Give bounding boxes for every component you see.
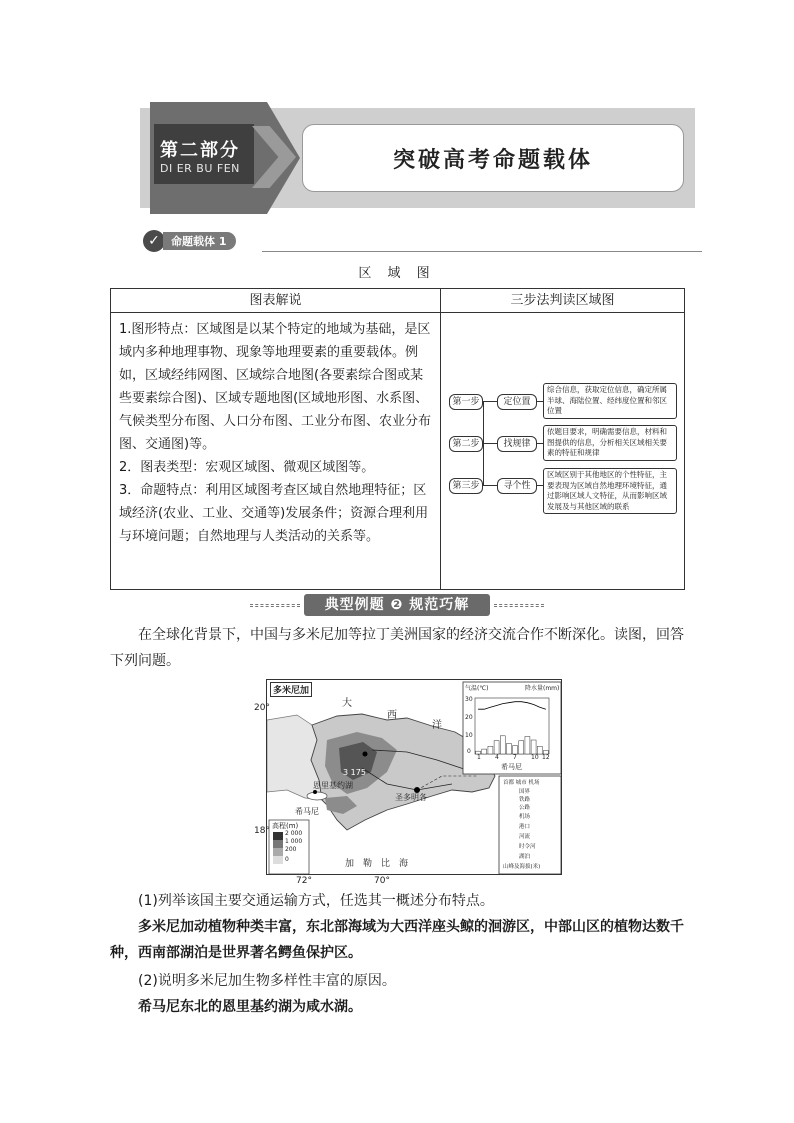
flow-description-box: 综合信息，获取定位信息，确定所属半球、海陆位置、经纬度位置和邻区位置 (543, 383, 677, 419)
month-tick: 1 (477, 754, 481, 761)
page-title: 突破高考命题载体 (392, 148, 593, 173)
precipitation-bar (482, 749, 487, 754)
flow-step-box: 第一步 (449, 394, 483, 410)
flow-step-box: 第三步 (449, 478, 483, 494)
precipitation-bar (525, 737, 530, 755)
longitude-label: 70° (374, 876, 390, 886)
table-left-cell (111, 313, 441, 589)
flow-step-box: 第二步 (449, 436, 483, 452)
precip-axis-label: 降水量(mm) (525, 685, 560, 692)
latitude-label: 20° (254, 703, 270, 713)
table-header-left: 图表解说 (111, 289, 441, 313)
flow-description-box: 区域区别于其他地区的个性特征，主要表现为区域自然地理环境特征，通过影响区域人文特征，从而影响区域发展及与其他区域的联系 (543, 468, 677, 514)
place-label: 圣多明各 (395, 793, 427, 802)
longitude-label: 72° (296, 876, 312, 886)
intro-paragraph: 在全球化背景下，中国与多米尼加等拉丁美洲国家的经济交流合作不断深化。读图，回答下列问题。 (110, 627, 684, 669)
flow-action-box: 寻个性 (497, 478, 537, 494)
legend-item: 时令河 (519, 844, 536, 850)
precipitation-bar (506, 744, 511, 755)
section-label (143, 230, 236, 252)
flow-diagram (441, 313, 684, 589)
legend-item: 港口 (519, 824, 531, 830)
precipitation-bar (488, 746, 493, 754)
elevation-level: 2 000 (285, 830, 303, 837)
temp-tick: 10 (465, 732, 473, 739)
elevation-level: 200 (285, 846, 297, 853)
ocean-label: 西 (387, 710, 397, 721)
month-tick: 4 (495, 754, 499, 761)
temp-tick: 0 (467, 748, 471, 755)
section-divider (262, 251, 702, 252)
temp-tick: 20 (465, 714, 473, 721)
point-paragraph: 2．图表类型：宏观区域图、微观区域图等。 (119, 460, 375, 475)
sea-label: 加 勒 比 海 (345, 859, 409, 869)
elevation-level: 1 000 (285, 838, 303, 845)
peak-label: 3 175 (343, 768, 366, 777)
point-paragraph: 3．命题特点：利用区域图考查区域自然地理特征；区域经济(农业、工业、交通等)发展条件；资源合理利用与环境问题；自然地理与人类活动的关系等。 (119, 483, 429, 544)
elevation-swatch (273, 848, 283, 856)
precipitation-bar (519, 741, 524, 754)
elevation-swatch (273, 832, 283, 840)
part-pinyin: DI ER BU FEN (160, 162, 240, 175)
legend-item: 铁路 (519, 797, 531, 803)
temp-axis-label: 气温(℃) (465, 685, 489, 692)
legend-item: 湖泊 (519, 854, 531, 860)
precipitation-bar (531, 740, 536, 754)
examples-banner-label: 典型例题 ❷ 规范巧解 (304, 594, 490, 616)
banner-dash-left (250, 604, 300, 607)
flow-description-box: 依题目要求，明确需要信息，材料和图提供的信息，分析相关区域相关要素的特征和规律 (543, 425, 677, 461)
point-paragraph: 1.图形特点：区域图是以某个特定的地域为基础，是区域内多种地理事物、现象等地理要素的重要载体。例如，区域经纬网图、区域综合地图(各要素综合图或某些要素综合图)、区域专题地图(区域地形图、水系图、气候类型分布图、人口分布图、工业分布图、农业分布图、交通图)等。 (119, 322, 432, 452)
station-label: 希马尼 (501, 763, 522, 771)
banner-dash-right (494, 604, 544, 607)
precipitation-bar (537, 746, 542, 754)
map-figure (266, 679, 562, 875)
legend-item: 公路 (519, 805, 531, 811)
elevation-level: 0 (285, 856, 289, 863)
ocean-label: 洋 (432, 720, 442, 731)
map-title: 多米尼加 (270, 682, 312, 697)
precipitation-bar (500, 736, 505, 754)
elevation-swatch (273, 840, 283, 848)
check-icon: ✓ (143, 230, 165, 252)
chart-table (110, 288, 685, 590)
legend-item: 山峰及海拔(米) (503, 864, 541, 870)
table-header-right: 三步法判读区域图 (441, 289, 684, 313)
table-caption: 区 域 图 (358, 266, 436, 281)
part-title: 第二部分 (160, 140, 240, 161)
legend-item: 国界 (519, 789, 531, 795)
legend-item: 首都 城市 机场 (503, 780, 540, 786)
city-marker (363, 752, 368, 757)
legend-item: 河流 (519, 834, 531, 840)
flow-action-box: 定位置 (497, 394, 537, 410)
examples-banner (250, 594, 544, 616)
month-tick: 10 (531, 754, 539, 761)
enriquillo-lake (307, 792, 327, 800)
legend-item: 机场 (519, 814, 531, 820)
place-label: 希马尼 (295, 807, 319, 816)
place-label: 恩里基约湖 (313, 781, 353, 790)
month-tick: 12 (542, 754, 550, 761)
material-paragraph: 希马尼东北的恩里基约湖为咸水湖。 (138, 999, 362, 1015)
question-1: (1)列举该国主要交通运输方式，任选其一概述分布特点。 (138, 893, 494, 909)
material-paragraph: 多米尼加动植物种类丰富，东北部海域为大西洋座头鲸的洄游区，中部山区的植物达数千种，西南部湖泊是世界著名鳄鱼保护区。 (110, 919, 684, 961)
temp-tick: 30 (465, 696, 473, 703)
elevation-legend-title: 高程(m) (272, 822, 299, 830)
precipitation-bar (494, 741, 499, 754)
flow-action-box: 找规律 (497, 436, 537, 452)
title-card (302, 124, 684, 192)
elevation-swatch (273, 856, 283, 864)
ocean-label: 大 (342, 698, 352, 709)
question-2: (2)说明多米尼加生物多样性丰富的原因。 (138, 973, 396, 989)
latitude-label: 18° (254, 826, 270, 836)
precipitation-bar (513, 746, 518, 754)
month-tick: 7 (513, 754, 517, 761)
part-banner (140, 96, 695, 220)
section-pill: 命题载体 1 (163, 232, 236, 250)
